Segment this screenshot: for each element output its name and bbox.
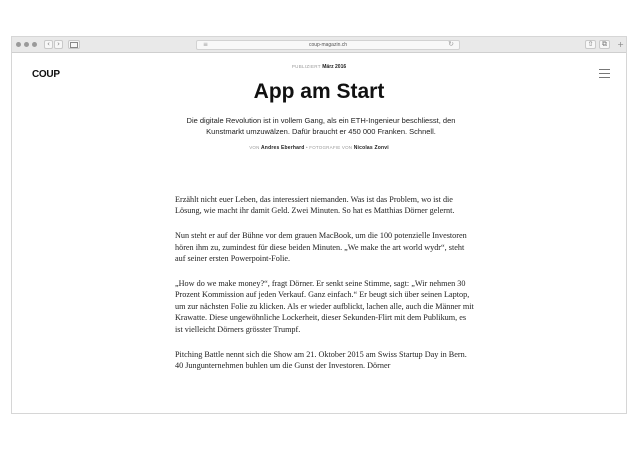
published-date: März 2016 [322,64,347,70]
new-tab-icon[interactable]: + [617,40,624,49]
minimize-window-icon[interactable] [24,42,29,47]
hamburger-menu-icon[interactable] [599,69,610,78]
sidebar-button[interactable] [68,40,80,49]
site-logo[interactable]: COUP [32,69,60,80]
forward-arrow-icon: › [57,40,60,48]
share-icon: ⇧ [587,40,594,48]
back-arrow-icon: ‹ [47,40,50,48]
article-body [175,194,475,385]
byline-separator: • [306,145,308,150]
page-menu-icon[interactable]: ≡ [203,41,209,48]
byline-by-label: VON [249,145,260,150]
publish-info [12,64,626,70]
forward-button[interactable] [54,40,63,49]
window-controls [16,42,37,47]
article-title: App am Start [253,80,385,103]
article-paragraph: „How do we make money?“, fragt Dörner. Er senkt seine Stimme, sagt: „Wir nehmen 30 Prozent Kommission auf jeden Verkauf. Ganz einfach.“ Er beugt sich über seinen Laptop, um zur nächsten Folie zu klicken. Als er wieder aufblickt, lachen alle, auch die Männer mit Krawatte. Diese ungewöhnliche Lockerheit, dieser Sekunden-Flirt mit dem Publikum, es ist vielleicht Dörners grösster Trumpf. [175,279,474,334]
tabs-icon: ⧉ [602,40,607,48]
article-paragraph: Nun steht er auf der Bühne vor dem grauen MacBook, um die 100 potenzielle Investoren hören ihm zu, zumindest für diese beiden Minuten. „We make the art world wydr“, steht auf seiner ersten Powerpoint-Folie. [175,231,467,264]
reload-icon[interactable]: ↻ [448,40,454,48]
byline [12,145,626,151]
browser-window [11,36,627,414]
zoom-window-icon[interactable] [32,42,37,47]
published-label: PUBLIZIERT [291,64,321,69]
byline-photo-label: FOTOGRAFIE VON [309,145,353,150]
address-url: coup-magazin.ch [308,42,348,48]
browser-toolbar [12,37,626,53]
article-paragraph: Erzählt nicht euer Leben, das interessiert niemanden. Was ist das Problem, wo ist die Lösung, wie macht ihr damit Geld. Zwei Minuten. So hat es Matthias Dörner gelernt. [175,195,455,216]
share-button[interactable] [585,40,596,49]
address-bar[interactable] [196,40,460,50]
tabs-button[interactable] [599,40,610,49]
close-window-icon[interactable] [16,42,21,47]
byline-author[interactable]: Andres Eberhard [261,145,305,151]
article-lead: Die digitale Revolution ist in vollem Gang, als ein ETH-Ingenieur beschliesst, den Kunstmarkt umzuwälzen. Dafür braucht er 450 000 Franken. Schnell. [186,116,456,136]
sidebar-icon [70,42,78,48]
byline-photographer[interactable]: Nicolas Zonvi [353,145,389,151]
back-button[interactable] [44,40,53,49]
article-paragraph: Pitching Battle nennt sich die Show am 21. Oktober 2015 am Swiss Startup Day in Bern. 40 Jungunternehmen buhlen um die Gunst der Investoren. Dörner [175,349,467,370]
